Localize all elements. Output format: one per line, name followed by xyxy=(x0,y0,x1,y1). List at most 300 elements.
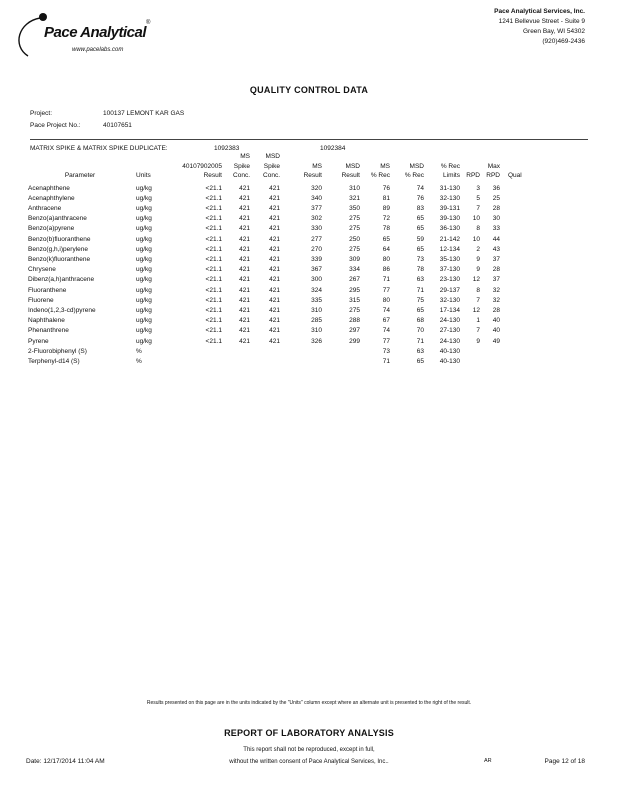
column-header-text: Result xyxy=(341,172,360,179)
column-header xyxy=(482,152,502,184)
column-header-text: RPD xyxy=(466,172,480,179)
table-cell: 421 xyxy=(269,266,280,274)
report-date: Date: 12/17/2014 11:04 AM xyxy=(26,758,105,765)
table-cell: 24-130 xyxy=(439,337,460,345)
table-cell: 277 xyxy=(311,235,322,243)
table-cell: ug/kg xyxy=(136,327,152,335)
table-cell: Pyrene xyxy=(28,337,49,345)
table-row xyxy=(26,235,532,245)
table-cell: 68 xyxy=(416,317,424,325)
column-header xyxy=(160,152,224,184)
table-cell xyxy=(324,347,362,357)
table-cell xyxy=(502,296,532,306)
table-cell: Benzo(k)fluoranthene xyxy=(28,255,91,263)
table-row xyxy=(26,357,532,367)
table-cell: <21.1 xyxy=(205,194,222,202)
table-cell: 285 xyxy=(311,317,322,325)
table-cell: 74 xyxy=(416,184,424,192)
table-cell: 275 xyxy=(349,215,360,223)
table-cell: 421 xyxy=(239,215,250,223)
table-cell: 80 xyxy=(382,296,390,304)
column-header xyxy=(362,152,392,184)
project-label: Project: xyxy=(30,110,53,117)
table-cell: 28 xyxy=(492,204,500,212)
column-header xyxy=(502,152,532,184)
units-footnote: Results presented on this page are in the units indicated by the "Units" column except where an alternate unit is presented to the right of the result. xyxy=(146,700,472,706)
table-cell: <21.1 xyxy=(205,337,222,345)
column-header xyxy=(462,152,482,184)
table-cell: 31-130 xyxy=(439,184,460,192)
column-header-text: MS xyxy=(240,153,250,160)
report-title: REPORT OF LABORATORY ANALYSIS xyxy=(224,728,394,738)
table-cell: 72 xyxy=(382,215,390,223)
table-cell: 2-Fluorobiphenyl (S) xyxy=(28,347,87,355)
table-cell: 300 xyxy=(311,276,322,284)
table-cell: 37 xyxy=(492,276,500,284)
table-cell: 421 xyxy=(239,204,250,212)
table-cell: 340 xyxy=(311,194,322,202)
column-header xyxy=(252,152,282,184)
table-cell: 40 xyxy=(492,317,500,325)
table-cell: 28 xyxy=(492,266,500,274)
table-cell: 36-130 xyxy=(439,225,460,233)
table-cell xyxy=(502,347,532,357)
table-cell xyxy=(502,306,532,316)
table-cell: ug/kg xyxy=(136,306,152,314)
table-cell: 9 xyxy=(476,337,480,345)
table-cell: 76 xyxy=(382,184,390,192)
pace-project-label: Pace Project No.: xyxy=(30,122,81,129)
column-header-text: % Rec xyxy=(404,172,424,179)
column-header-text: % Rec xyxy=(440,162,460,170)
table-cell: 320 xyxy=(311,184,322,192)
table-cell: 421 xyxy=(239,266,250,274)
table-cell: % xyxy=(136,357,142,365)
table-cell: 8 xyxy=(476,225,480,233)
logo-url: www.pacelabs.com xyxy=(72,47,124,53)
table-cell: 78 xyxy=(416,266,424,274)
column-header-text: Qual xyxy=(508,172,522,179)
project-line xyxy=(30,110,184,117)
table-cell: 73 xyxy=(416,255,424,263)
table-cell: 7 xyxy=(476,296,480,304)
table-cell: Benzo(b)fluoranthene xyxy=(28,235,91,243)
column-header-text: MSD xyxy=(345,162,360,170)
table-cell: 39-130 xyxy=(439,215,460,223)
project-value: 100137 LEMONT KAR GAS xyxy=(103,110,185,117)
qc-data-table xyxy=(26,152,532,367)
column-header xyxy=(134,152,160,184)
table-cell: 299 xyxy=(349,337,360,345)
table-row xyxy=(26,204,532,214)
table-cell: 421 xyxy=(269,184,280,192)
table-cell: 421 xyxy=(239,245,250,253)
table-cell: 64 xyxy=(382,245,390,253)
table-cell: 302 xyxy=(311,215,322,223)
table-cell xyxy=(482,357,502,367)
table-cell: 71 xyxy=(416,337,424,345)
table-cell xyxy=(252,347,282,357)
table-row xyxy=(26,296,532,306)
table-cell: 421 xyxy=(269,194,280,202)
logo-trademark: ® xyxy=(146,20,151,26)
table-row xyxy=(26,326,532,336)
table-cell: 377 xyxy=(311,204,322,212)
table-row xyxy=(26,275,532,285)
table-cell xyxy=(502,286,532,296)
table-cell: Terphenyl-d14 (S) xyxy=(28,357,80,365)
table-row xyxy=(26,255,532,265)
table-cell: 10 xyxy=(472,235,480,243)
table-cell: 295 xyxy=(349,286,360,294)
table-cell xyxy=(462,357,482,367)
table-cell: 5 xyxy=(476,194,480,202)
table-cell: <21.1 xyxy=(205,276,222,284)
table-cell: 275 xyxy=(349,225,360,233)
column-header-text: Spike xyxy=(263,162,280,170)
table-cell xyxy=(502,265,532,275)
table-cell: 35-130 xyxy=(439,255,460,263)
table-cell: ug/kg xyxy=(136,337,152,345)
table-cell: 1 xyxy=(476,317,480,325)
table-cell: ug/kg xyxy=(136,266,152,274)
table-cell xyxy=(502,245,532,255)
table-cell: % xyxy=(136,347,142,355)
table-cell: 330 xyxy=(311,225,322,233)
table-cell: 65 xyxy=(416,357,424,365)
table-cell: 310 xyxy=(311,327,322,335)
table-cell: 309 xyxy=(349,255,360,263)
table-cell: Dibenz(a,h)anthracene xyxy=(28,276,95,284)
column-header-text: Limits xyxy=(443,172,460,179)
table-row xyxy=(26,306,532,316)
phone-number: (920)469-2436 xyxy=(542,38,585,45)
table-cell: 267 xyxy=(349,276,360,284)
table-cell: 29-137 xyxy=(439,286,460,294)
table-cell: 421 xyxy=(239,327,250,335)
table-cell: 421 xyxy=(269,276,280,284)
table-cell: 28 xyxy=(492,306,500,314)
table-cell: 44 xyxy=(492,235,500,243)
table-body xyxy=(26,184,532,368)
table-cell: ug/kg xyxy=(136,235,152,243)
table-cell: ug/kg xyxy=(136,286,152,294)
table-cell: 421 xyxy=(269,245,280,253)
table-cell: 2 xyxy=(476,245,480,253)
table-cell: Acenaphthene xyxy=(28,184,70,192)
pace-project-line xyxy=(30,122,132,129)
table-cell: 297 xyxy=(349,327,360,335)
company-logo xyxy=(10,6,160,66)
table-cell: Benzo(a)pyrene xyxy=(28,225,75,233)
table-cell: 89 xyxy=(382,204,390,212)
column-header-text: MSD xyxy=(265,153,280,160)
table-cell xyxy=(502,326,532,336)
table-row xyxy=(26,286,532,296)
column-header-text: Conc. xyxy=(263,172,280,179)
column-header xyxy=(324,152,362,184)
table-cell: 421 xyxy=(269,327,280,335)
table-cell: ug/kg xyxy=(136,296,152,304)
table-cell: 321 xyxy=(349,194,360,202)
table-cell: 74 xyxy=(382,306,390,314)
table-cell: 65 xyxy=(416,306,424,314)
table-cell: 65 xyxy=(382,235,390,243)
table-cell: 40 xyxy=(492,327,500,335)
table-cell: 21-142 xyxy=(439,235,460,243)
table-cell: 324 xyxy=(311,286,322,294)
table-cell: 63 xyxy=(416,276,424,284)
table-cell xyxy=(502,214,532,224)
table-cell: 12-134 xyxy=(439,245,460,253)
table-cell xyxy=(502,224,532,234)
page-number: Page 12 of 18 xyxy=(544,758,585,765)
table-cell: Indeno(1,2,3-cd)pyrene xyxy=(28,306,96,314)
table-cell: 335 xyxy=(311,296,322,304)
table-cell: 3 xyxy=(476,184,480,192)
table-cell xyxy=(502,184,532,194)
table-cell: 71 xyxy=(382,276,390,284)
table-cell: 421 xyxy=(269,255,280,263)
table-cell: 37-130 xyxy=(439,266,460,274)
table-cell xyxy=(502,337,532,347)
table-cell: 9 xyxy=(476,266,480,274)
section-divider xyxy=(30,139,588,140)
table-cell: 77 xyxy=(382,286,390,294)
table-cell: ug/kg xyxy=(136,204,152,212)
table-cell: ug/kg xyxy=(136,215,152,223)
column-header xyxy=(224,152,252,184)
table-cell: 421 xyxy=(269,215,280,223)
table-cell: 76 xyxy=(416,194,424,202)
column-header-text: MS xyxy=(380,162,390,170)
table-cell: <21.1 xyxy=(205,296,222,304)
table-cell xyxy=(252,357,282,367)
table-cell: 421 xyxy=(269,225,280,233)
table-cell: 9 xyxy=(476,255,480,263)
table-cell: Naphthalene xyxy=(28,317,65,325)
table-cell: 326 xyxy=(311,337,322,345)
table-cell: ug/kg xyxy=(136,317,152,325)
column-header-text: Result xyxy=(303,172,322,179)
table-cell: 421 xyxy=(269,204,280,212)
table-cell: 421 xyxy=(239,337,250,345)
table-cell: ug/kg xyxy=(136,276,152,284)
table-cell: 27-130 xyxy=(439,327,460,335)
table-cell: 421 xyxy=(239,194,250,202)
table-cell: Chrysene xyxy=(28,266,56,274)
table-cell: 421 xyxy=(239,235,250,243)
page-title: QUALITY CONTROL DATA xyxy=(249,85,369,95)
column-header-text: RPD xyxy=(486,172,500,179)
table-cell xyxy=(502,316,532,326)
table-cell: 334 xyxy=(349,266,360,274)
table-cell: 288 xyxy=(349,317,360,325)
address-line-1: 1241 Bellevue Street - Suite 9 xyxy=(498,18,585,25)
table-cell: 33 xyxy=(492,225,500,233)
table-cell: 36 xyxy=(492,184,500,192)
table-row xyxy=(26,337,532,347)
table-cell: 7 xyxy=(476,204,480,212)
table-cell: 7 xyxy=(476,327,480,335)
table-cell: 421 xyxy=(269,306,280,314)
table-cell: <21.1 xyxy=(205,235,222,243)
table-cell: <21.1 xyxy=(205,204,222,212)
ms-msd-label: MATRIX SPIKE & MATRIX SPIKE DUPLICATE: xyxy=(30,145,168,152)
table-cell: 421 xyxy=(269,296,280,304)
table-row xyxy=(26,245,532,255)
table-cell: 71 xyxy=(382,357,390,365)
column-header-text: Conc. xyxy=(233,172,250,179)
table-cell: ug/kg xyxy=(136,255,152,263)
table-cell: Benzo(a)anthracene xyxy=(28,215,87,223)
table-cell: 43 xyxy=(492,245,500,253)
column-header-text: MS xyxy=(312,162,322,170)
table-cell: 25 xyxy=(492,194,500,202)
column-header-text: Units xyxy=(136,172,151,179)
table-cell: 350 xyxy=(349,204,360,212)
table-row xyxy=(26,347,532,357)
table-cell: 49 xyxy=(492,337,500,345)
table-cell: 83 xyxy=(416,204,424,212)
table-cell: 12 xyxy=(472,306,480,314)
column-header xyxy=(392,152,426,184)
table-cell: 77 xyxy=(382,337,390,345)
table-row xyxy=(26,214,532,224)
table-row xyxy=(26,224,532,234)
table-cell: <21.1 xyxy=(205,215,222,223)
table-cell: 65 xyxy=(416,225,424,233)
table-row xyxy=(26,316,532,326)
table-cell: <21.1 xyxy=(205,306,222,314)
table-cell xyxy=(482,347,502,357)
pace-project-value: 40107651 xyxy=(103,122,132,129)
msd-sample-id: 1092384 xyxy=(320,145,346,152)
disclaimer-line-1: This report shall not be reproduced, except in full, xyxy=(243,747,375,753)
table-cell: 421 xyxy=(239,286,250,294)
table-cell: 275 xyxy=(349,245,360,253)
table-cell: 8 xyxy=(476,286,480,294)
table-cell: 86 xyxy=(382,266,390,274)
ms-sample-id: 1092383 xyxy=(214,145,240,152)
table-cell: 339 xyxy=(311,255,322,263)
table-cell: 67 xyxy=(382,317,390,325)
table-cell: 32-130 xyxy=(439,296,460,304)
table-cell: 65 xyxy=(416,245,424,253)
table-cell: 17-134 xyxy=(439,306,460,314)
table-cell: Phenanthrene xyxy=(28,327,69,335)
company-name: Pace Analytical Services, Inc. xyxy=(494,8,585,15)
reviewer-initials: AR xyxy=(484,758,492,764)
table-cell: 59 xyxy=(416,235,424,243)
table-cell xyxy=(502,255,532,265)
column-header-text: Parameter xyxy=(64,172,96,179)
table-cell: Acenaphthylene xyxy=(28,194,75,202)
table-cell xyxy=(160,347,224,357)
table-cell: 421 xyxy=(239,317,250,325)
table-cell xyxy=(224,347,252,357)
table-cell: 24-130 xyxy=(439,317,460,325)
table-cell xyxy=(282,347,324,357)
table-cell: 315 xyxy=(349,296,360,304)
table-cell: 39-131 xyxy=(439,204,460,212)
column-header xyxy=(26,152,134,184)
table-cell: Fluorene xyxy=(28,296,54,304)
table-cell: 421 xyxy=(239,184,250,192)
table-cell: 275 xyxy=(349,306,360,314)
column-header-text: 40107902005 xyxy=(182,162,222,170)
table-cell: 74 xyxy=(382,327,390,335)
table-cell xyxy=(282,357,324,367)
table-cell: 65 xyxy=(416,215,424,223)
table-cell: 421 xyxy=(239,296,250,304)
logo-text: Pace Analytical xyxy=(44,24,147,41)
column-header-text: MSD xyxy=(409,162,424,170)
column-header-text: Spike xyxy=(233,162,250,170)
table-cell xyxy=(502,194,532,204)
table-cell: 32-130 xyxy=(439,194,460,202)
table-cell: 421 xyxy=(269,286,280,294)
address-line-2: Green Bay, WI 54302 xyxy=(522,28,585,35)
table-cell: 421 xyxy=(239,306,250,314)
table-cell: ug/kg xyxy=(136,225,152,233)
table-cell: 23-130 xyxy=(439,276,460,284)
table-cell: <21.1 xyxy=(205,225,222,233)
column-header xyxy=(426,152,462,184)
table-cell: 421 xyxy=(269,317,280,325)
table-cell xyxy=(324,357,362,367)
table-cell: 250 xyxy=(349,235,360,243)
table-cell: 421 xyxy=(269,337,280,345)
table-cell: Benzo(g,h,i)perylene xyxy=(28,245,88,253)
table-cell xyxy=(224,357,252,367)
disclaimer-line-2: without the written consent of Pace Analytical Services, Inc.. xyxy=(229,759,389,765)
table-cell xyxy=(502,204,532,214)
table-cell xyxy=(502,357,532,367)
table-cell: 270 xyxy=(311,245,322,253)
table-cell: 421 xyxy=(239,225,250,233)
table-cell: 40-130 xyxy=(439,347,460,355)
table-cell: Fluoranthene xyxy=(28,286,67,294)
column-header-text: Result xyxy=(203,172,222,179)
table-cell: 63 xyxy=(416,347,424,355)
table-cell: ug/kg xyxy=(136,184,152,192)
table-cell: <21.1 xyxy=(205,245,222,253)
table-cell: 40-130 xyxy=(439,357,460,365)
table-cell: 37 xyxy=(492,255,500,263)
table-cell xyxy=(502,235,532,245)
table-cell: 32 xyxy=(492,286,500,294)
table-cell: 80 xyxy=(382,255,390,263)
table-cell: 421 xyxy=(269,235,280,243)
table-cell xyxy=(160,357,224,367)
table-cell: 30 xyxy=(492,215,500,223)
table-cell: 73 xyxy=(382,347,390,355)
table-header-row xyxy=(26,152,532,184)
table-row xyxy=(26,184,532,194)
column-header xyxy=(282,152,324,184)
table-cell: 12 xyxy=(472,276,480,284)
table-row xyxy=(26,194,532,204)
table-cell: 310 xyxy=(311,306,322,314)
table-cell: 75 xyxy=(416,296,424,304)
table-cell: <21.1 xyxy=(205,286,222,294)
table-cell: ug/kg xyxy=(136,194,152,202)
table-cell: <21.1 xyxy=(205,266,222,274)
table-row xyxy=(26,265,532,275)
table-cell: 421 xyxy=(239,276,250,284)
table-cell: <21.1 xyxy=(205,327,222,335)
